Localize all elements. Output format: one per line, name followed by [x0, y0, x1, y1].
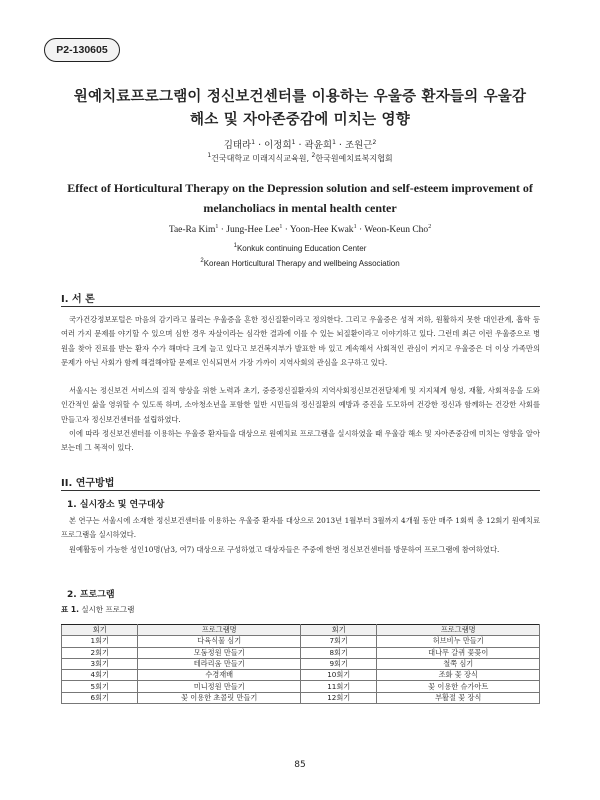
- korean-affiliations: $^1$건국대학교 미래지식교육원, $^2$한국원예치료복지협회: [207, 152, 393, 163]
- methods-paragraph-1: 본 연구는 서울시에 소재한 정신보건센터를 이용하는 우울증 환자를 대상으로 2013년 1월부터 3월까지 4개월 동안 매주 1회씩 총 12회기 원예치료 프로그램을 실시하였다.: [61, 516, 540, 540]
- table-cell: 대나무 갈퀴 꽃꽂이: [377, 647, 540, 658]
- table-cell: 테라리움 만들기: [138, 658, 301, 669]
- author-kr: 곽윤희: [304, 140, 333, 151]
- table-cell: 11회기: [300, 681, 376, 692]
- page-number: 85: [294, 760, 306, 770]
- author-kr: 조원근: [344, 140, 373, 151]
- author-en: Tae-Ra Kim: [168, 225, 216, 235]
- table-cell: 부활절 꽃 장식: [377, 692, 540, 703]
- table-cell: 3회기: [62, 658, 138, 669]
- table-cell: 5회기: [62, 681, 138, 692]
- korean-title-line-1: 원예치료프로그램이 정신보건센터를 이용하는 우울증 환자들의 우울감: [73, 89, 527, 105]
- korean-title: [40, 86, 560, 132]
- table-cell: 꽃 이용한 슈가아트: [377, 681, 540, 692]
- intro-paragraph-3: 이에 따라 정신보건센터를 이용하는 우울증 환자들을 대상으로 원예치료 프로그램을 실시하였을 때 우울감 해소 및 자아존중감에 미치는 영향을 알아보는데 그 목적이 있다.: [61, 429, 540, 453]
- paper-id-badge: P2-130605: [44, 38, 120, 62]
- affiliation-en: Korean Horticultural Therapy and wellbeing Association: [203, 259, 400, 268]
- table-row: [62, 658, 540, 669]
- table-header-row: [62, 625, 540, 636]
- author-kr: 김태라: [223, 140, 252, 151]
- table-row: [62, 670, 540, 681]
- section-divider: [61, 490, 540, 491]
- table-cell: 8회기: [300, 647, 376, 658]
- section-heading-introduction: I. 서 론: [61, 294, 95, 305]
- program-table: [61, 624, 540, 704]
- table-caption-text: 실시한 프로그램: [81, 605, 135, 614]
- table-cell: 12회기: [300, 692, 376, 703]
- header-session: 회기: [300, 625, 376, 636]
- author-en: Weon-Keun Cho: [364, 225, 429, 235]
- table-cell: 1회기: [62, 636, 138, 647]
- english-authors: Tae-Ra Kim$^1$ · Jung-Hee Lee$^1$ · Yoon-Hee Kwak$^1$ · Weon-Keun Cho$^2$: [168, 224, 432, 235]
- table-cell: 미니정원 만들기: [138, 681, 301, 692]
- table-cell: 모둠정원 만들기: [138, 647, 301, 658]
- table-cell: 허브비누 만들기: [377, 636, 540, 647]
- korean-title-line-2: 해소 및 자아존중감에 미치는 영향: [190, 112, 410, 128]
- korean-authors: 김태라$^1$ · 이정희$^1$ · 곽윤희$^1$ · 조원근$^2$: [223, 139, 377, 151]
- english-title-line-2: melancholiacs in mental health center: [203, 201, 397, 215]
- english-affiliations: $^1$Konkuk continuing Education Center $^2$Korean Horticultural Therapy and wellbeing Association: [200, 243, 400, 268]
- intro-paragraph-2: 서울시는 정신보건 서비스의 질적 향상을 위한 노력과 초기, 중증정신질환자의 지역사회정신보건전달체계 및 지지체계 형성, 재활, 사회적응을 도와 인간적인 삶을 영위할 수 있도록 하며, 소아청소년을 포함한 일반 시민들의 정신질환의 예방과 증진을 도모하여 건강한 정신과 함께하는 건강한 사회를 만들고자 정신보건센터를 설립하였다.: [61, 386, 540, 424]
- section-divider: [61, 306, 540, 307]
- methods-paragraph-2: 원예활동이 가능한 성인10명(남3, 여7) 대상으로 구성하였고 대상자들은 주중에 한번 정신보건센터를 방문하여 프로그램에 참여하였다.: [69, 545, 500, 554]
- table-caption-label: 표 1.: [61, 605, 79, 614]
- english-title-line-1: Effect of Horticultural Therapy on the Depression solution and self-esteem improvement of: [67, 181, 533, 195]
- table-row: [62, 692, 540, 703]
- header-program: 프로그램명: [377, 625, 540, 636]
- header-program: 프로그램명: [138, 625, 301, 636]
- author-en: Jung-Hee Lee: [226, 225, 280, 235]
- affiliation-kr: 한국원예치료복지협회: [315, 154, 393, 163]
- table-cell: 수경재배: [138, 670, 301, 681]
- table-cell: 조화 꽃 장식: [377, 670, 540, 681]
- table-cell: 6회기: [62, 692, 138, 703]
- english-title: [30, 178, 570, 218]
- intro-paragraph-1: 국가건강정보포털은 마음의 감기라고 불리는 우울증을 흔한 정신질환이라고 정의한다. 그리고 우울증은 성적 저하, 원활하지 못한 대인관계, 흡학 등 여러 가지 문제를 야기할 수 있으며 심한 경우 자살이라는 심각한 결과에 이를 수 있는 뇌질환이라고 이야기하고 있다. 그런데 최근 이런 우울증으로 병원을 찾아 진료를 받는 환자 수가 해마다 크게 늘고 있다고 보건복지부가 발표한 바 있고 계속해서 사회적인 관심이 커지고 우울증은 더 이상 가족만의 문제가 아닌 사회가 함께 해결해야할 문제로 인식되면서 가장 가까이 지역사회의 관심을 요구하고 있다.: [61, 315, 540, 367]
- table-cell: 2회기: [62, 647, 138, 658]
- subsection-heading-site: 1. 실시장소 및 연구대상: [67, 500, 165, 510]
- table-row: [62, 636, 540, 647]
- table-cell: 7회기: [300, 636, 376, 647]
- header-session: 회기: [62, 625, 138, 636]
- table-row: [62, 647, 540, 658]
- author-en: Yoon-Hee Kwak: [289, 225, 354, 235]
- affiliation-en: Konkuk continuing Education Center: [236, 244, 367, 253]
- affiliation-kr: 건국대학교 미래지식교육원,: [211, 154, 309, 163]
- section-heading-methods: II. 연구방법: [61, 478, 115, 489]
- table-row: [62, 681, 540, 692]
- author-kr: 이정희: [264, 140, 292, 151]
- table-cell: 10회기: [300, 670, 376, 681]
- subsection-heading-program: 2. 프로그램: [67, 590, 115, 600]
- table-caption: [61, 604, 134, 615]
- table-cell: 다육식물 심기: [138, 636, 301, 647]
- table-cell: 철쭉 심기: [377, 658, 540, 669]
- table-cell: 9회기: [300, 658, 376, 669]
- table-cell: 꽃 이용한 초콜릿 만들기: [138, 692, 301, 703]
- table-cell: 4회기: [62, 670, 138, 681]
